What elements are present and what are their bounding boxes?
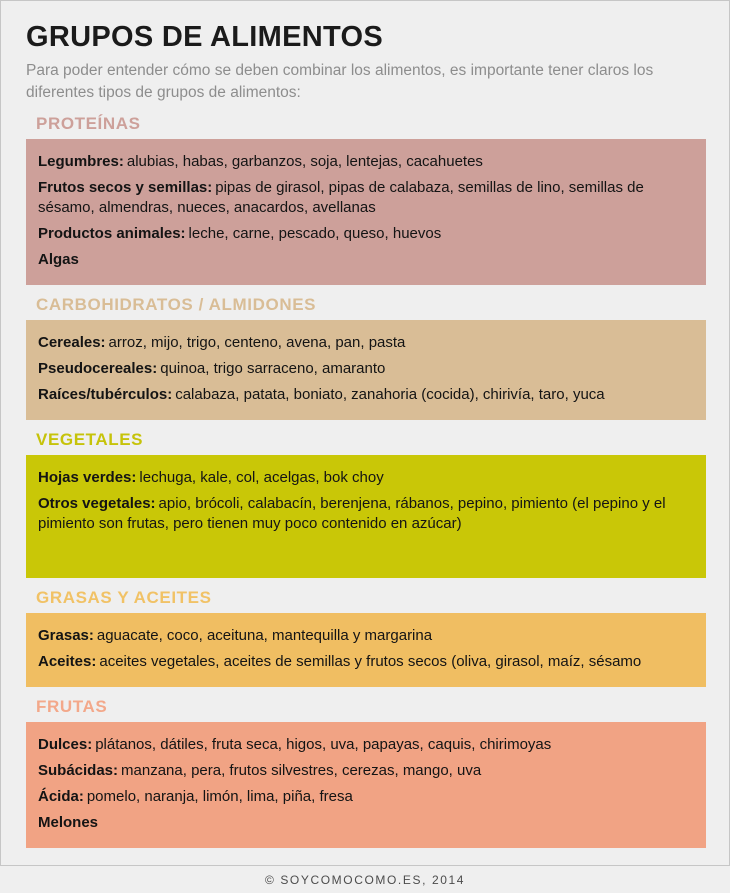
food-item-legumbres bbox=[38, 152, 694, 172]
food-item-label: Melones bbox=[38, 814, 99, 831]
section-proteinas bbox=[26, 114, 704, 285]
food-item-label: Aceites: bbox=[38, 653, 97, 670]
food-item-label: Subácidas: bbox=[38, 762, 119, 779]
food-item-text: calabaza, patata, boniato, zanahoria (cocida), chirivía, taro, yuca bbox=[175, 386, 605, 403]
food-item-raices bbox=[38, 385, 694, 405]
food-item-acida bbox=[38, 787, 694, 807]
food-item-text: apio, brócoli, calabacín, berenjena, rábanos, pepino, pimiento (el pepino y el pimiento son frutas, pero tienen muy poco contenido en azúcar) bbox=[38, 495, 666, 532]
section-frutas-block bbox=[26, 722, 706, 848]
food-item-label: Raíces/tubérculos: bbox=[38, 386, 173, 403]
page-subtitle: Para poder entender cómo se deben combinar los alimentos, es importante tener claros los diferentes tipos de grupos de alimentos: bbox=[26, 62, 654, 101]
section-proteinas-label: PROTEÍNAS bbox=[36, 114, 141, 133]
food-item-label: Pseudocereales: bbox=[38, 360, 158, 377]
food-item-label: Legumbres: bbox=[38, 153, 124, 170]
food-item-cereales bbox=[38, 333, 694, 353]
food-item-text: leche, carne, pescado, queso, huevos bbox=[188, 225, 442, 242]
food-item-grasas bbox=[38, 626, 694, 646]
section-proteinas-block bbox=[26, 139, 706, 285]
section-vegetales-block bbox=[26, 455, 706, 578]
food-item-text: arroz, mijo, trigo, centeno, avena, pan, pasta bbox=[108, 334, 406, 351]
food-item-melones bbox=[38, 813, 694, 833]
food-item-subacidas bbox=[38, 761, 694, 781]
food-item-label: Ácida: bbox=[38, 788, 84, 805]
food-item-label: Productos animales: bbox=[38, 225, 186, 242]
section-carbohidratos-label: CARBOHIDRATOS / ALMIDONES bbox=[36, 295, 317, 314]
food-item-frutos-secos bbox=[38, 178, 694, 218]
page-title: GRUPOS DE ALIMENTOS bbox=[26, 21, 383, 53]
section-frutas-label: FRUTAS bbox=[36, 697, 108, 716]
section-grasas-aceites-label: GRASAS Y ACEITES bbox=[36, 588, 212, 607]
food-item-algas bbox=[38, 250, 694, 270]
food-item-pseudocereales bbox=[38, 359, 694, 379]
food-item-text: pomelo, naranja, limón, lima, piña, fresa bbox=[86, 788, 353, 805]
food-item-label: Algas bbox=[38, 251, 79, 268]
section-grasas-aceites-block bbox=[26, 613, 706, 687]
food-item-label: Grasas: bbox=[38, 627, 94, 644]
food-item-label: Dulces: bbox=[38, 736, 93, 753]
food-item-text: lechuga, kale, col, acelgas, bok choy bbox=[139, 469, 384, 486]
section-carbohidratos bbox=[26, 295, 704, 420]
food-item-text: plátanos, dátiles, fruta seca, higos, uva, papayas, caquis, chirimoyas bbox=[95, 736, 552, 753]
food-item-text: aguacate, coco, aceituna, mantequilla y margarina bbox=[96, 627, 433, 644]
food-item-label: Hojas verdes: bbox=[38, 469, 137, 486]
food-item-text: pipas de girasol, pipas de calabaza, semillas de lino, semillas de sésamo, almendras, nueces, anacardos, avellanas bbox=[38, 179, 644, 216]
food-item-productos-animales bbox=[38, 224, 694, 244]
footer-credit: © SOYCOMOCOMO.ES, 2014 bbox=[264, 872, 466, 887]
food-item-label: Cereales: bbox=[38, 334, 106, 351]
food-item-dulces bbox=[38, 735, 694, 755]
section-vegetales bbox=[26, 430, 704, 578]
food-item-label: Frutos secos y semillas: bbox=[38, 179, 213, 196]
section-grasas-aceites bbox=[26, 588, 704, 687]
food-item-aceites bbox=[38, 652, 694, 672]
food-item-label: Otros vegetales: bbox=[38, 495, 156, 512]
food-item-text: alubias, habas, garbanzos, soja, lentejas, cacahuetes bbox=[126, 153, 483, 170]
food-item-otros-vegetales bbox=[38, 494, 694, 534]
food-item-text: quinoa, trigo sarraceno, amaranto bbox=[160, 360, 386, 377]
food-item-text: manzana, pera, frutos silvestres, cerezas, mango, uva bbox=[121, 762, 482, 779]
food-item-text: aceites vegetales, aceites de semillas y frutos secos (oliva, girasol, maíz, sésamo bbox=[99, 653, 642, 670]
food-item-hojas-verdes bbox=[38, 468, 694, 488]
section-vegetales-label: VEGETALES bbox=[36, 430, 144, 449]
section-frutas bbox=[26, 697, 704, 848]
section-carbohidratos-block bbox=[26, 320, 706, 420]
